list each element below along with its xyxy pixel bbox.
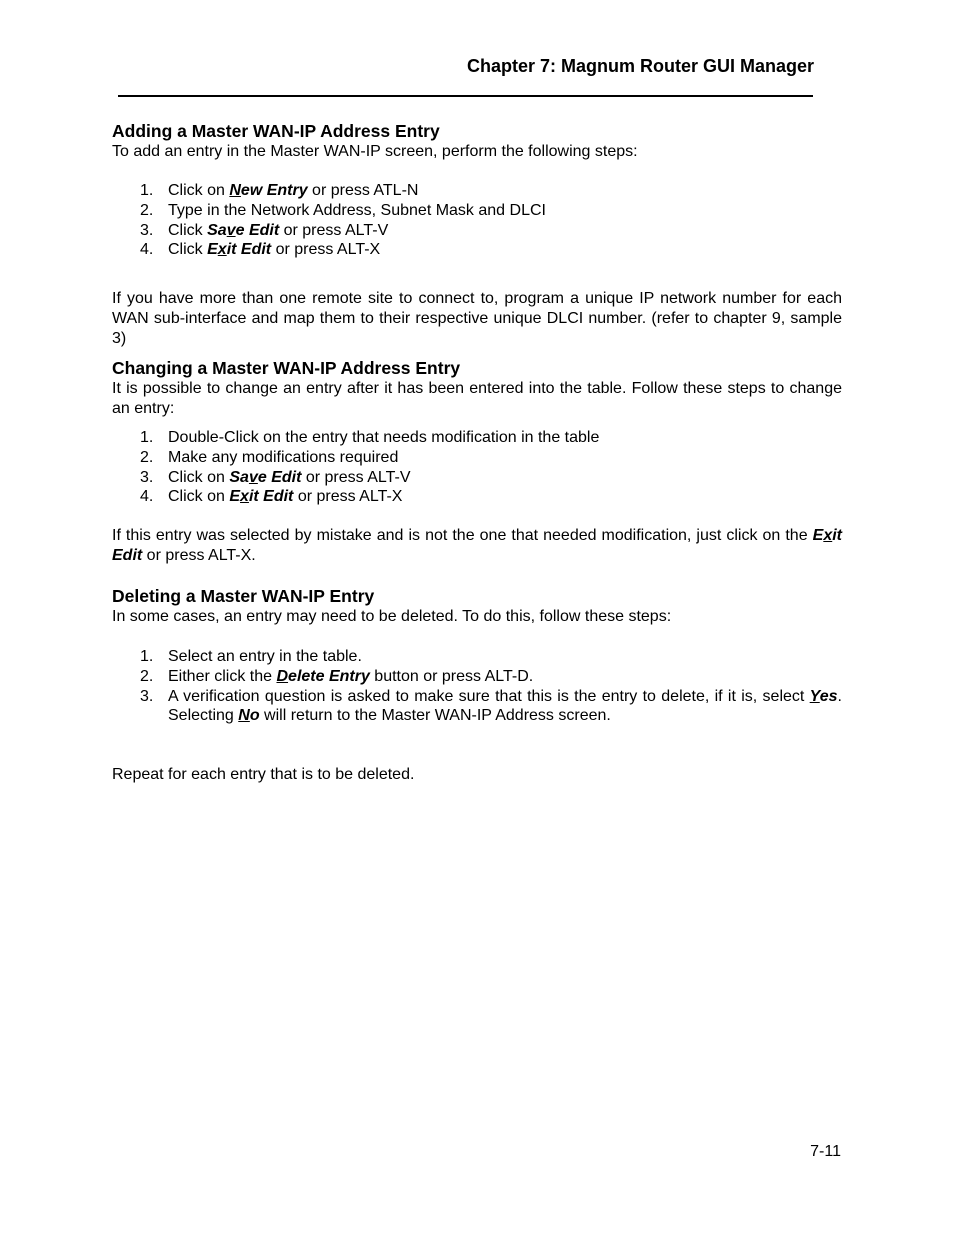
new-entry-key: New Entry xyxy=(229,182,308,199)
save-edit-key: Save Edit xyxy=(229,468,302,486)
section-changing xyxy=(112,358,842,419)
deleting-closing: Repeat for each entry that is to be deleted. xyxy=(112,766,415,783)
section-heading-adding: Adding a Master WAN-IP Address Entry xyxy=(112,121,440,141)
list-item: 1. Select an entry in the table. xyxy=(140,648,362,665)
section-heading-deleting: Deleting a Master WAN-IP Entry xyxy=(112,586,375,606)
adding-note: If you have more than one remote site to connect to, program a unique IP network number for each WAN sub-interface and map them to their respective unique DLCI number. (refer to chapter 9, sample 3) xyxy=(112,290,842,347)
section-intro-deleting: In some cases, an entry may need to be deleted. To do this, follow these steps: xyxy=(112,608,672,625)
exit-edit-key: Exit Edit xyxy=(229,488,294,506)
no-key: No xyxy=(238,707,260,725)
exit-edit-key: Exit Edit xyxy=(112,527,842,564)
section-heading-changing: Changing a Master WAN-IP Address Entry xyxy=(112,358,461,378)
chapter-title: Chapter 7: Magnum Router GUI Manager xyxy=(466,56,814,76)
list-item: 1. Double-Click on the entry that needs modification in the table xyxy=(140,429,600,446)
exit-edit-key: Exit Edit xyxy=(207,241,272,259)
delete-entry-key: Delete Entry xyxy=(276,667,370,685)
list-item: 3. Click on Save Edit or press ALT-V xyxy=(140,468,411,486)
list-item: 1. Click on New Entry or press ATL-N xyxy=(140,182,419,199)
list-item: 4. Click Exit Edit or press ALT-X xyxy=(140,241,381,259)
list-item: 2. Make any modifications required xyxy=(140,448,399,466)
section-adding xyxy=(112,121,842,162)
steps-list-changing xyxy=(112,428,842,507)
yes-key: Yes xyxy=(809,687,838,705)
steps-list-adding xyxy=(112,181,842,260)
list-item: 3. Click Save Edit or press ALT-V xyxy=(140,221,389,239)
header-rule xyxy=(118,95,813,97)
steps-list-deleting xyxy=(112,647,842,726)
list-item: 3. A verification question is asked to make sure that this is the entry to delete, if it is, select Yes. Selecting No will return to the Master WAN-IP Address screen. xyxy=(140,687,842,725)
section-intro-changing: It is possible to change an entry after it has been entered into the table. Follow these steps to change an entry: xyxy=(112,380,842,417)
page-number: 7-11 xyxy=(810,1143,841,1160)
list-item: 2. Type in the Network Address, Subnet Mask and DLCI xyxy=(140,201,546,219)
save-edit-key: Save Edit xyxy=(207,221,280,239)
list-item: 2. Either click the Delete Entry button or press ALT-D. xyxy=(140,667,534,685)
changing-note: If this entry was selected by mistake and is not the one that needed modification, just click on the Exit Edit or press ALT-X. xyxy=(112,527,842,564)
section-intro-adding: To add an entry in the Master WAN-IP screen, perform the following steps: xyxy=(112,143,638,160)
list-item: 4. Click on Exit Edit or press ALT-X xyxy=(140,488,403,506)
section-deleting xyxy=(112,586,842,627)
